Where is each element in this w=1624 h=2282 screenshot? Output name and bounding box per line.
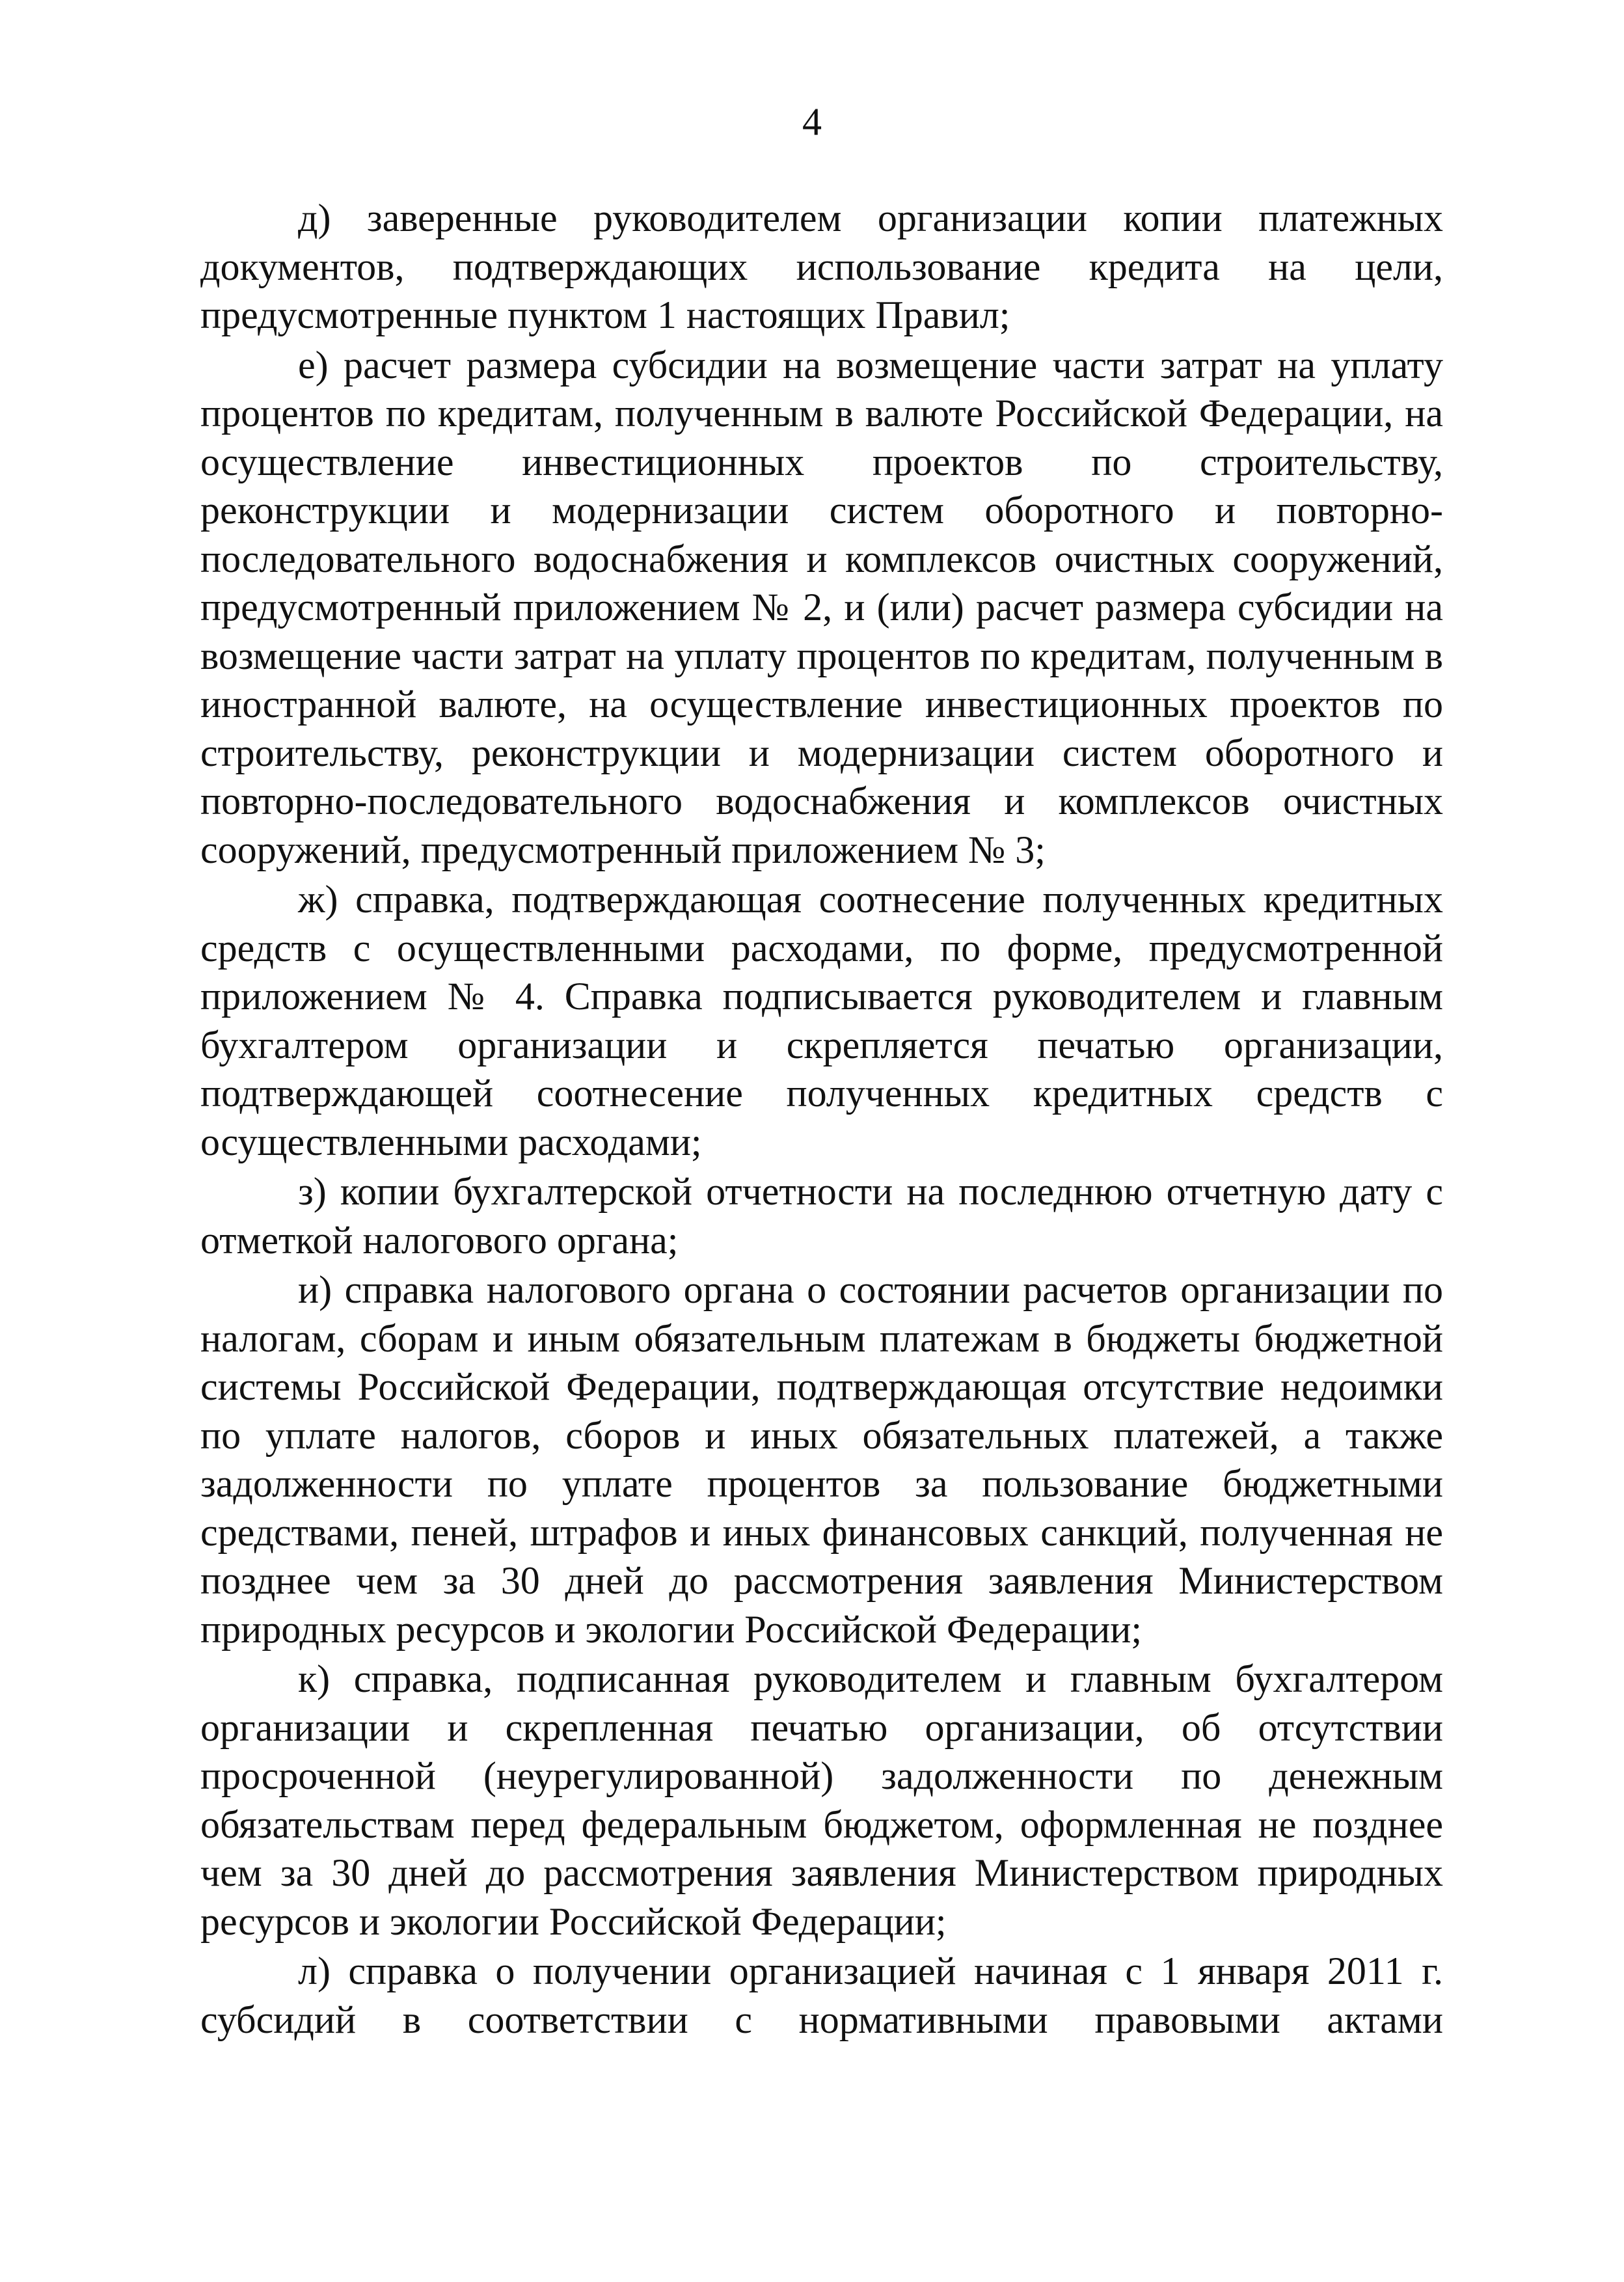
paragraph-l: л) справка о получении организацией начиная с 1 января 2011 г. субсидий в соответствии с нормативными правовыми актами (200, 1949, 1443, 2041)
paragraph-e: е) расчет размера субсидии на возмещение части затрат на уплату процентов по кредитам, полученным в валюте Российской Федерации, на осуществление инвестиционных проектов по строительству, реконструкции и модернизации систем оборотного и повторно-последовательного водоснабжения и комплексов очистных сооружений, предусмотренный приложением № 2, и (или) расчет размера субсидии на возмещение части затрат на уплату процентов по кредитам, полученным в иностранной валюте, на осуществление инвестиционных проектов по строительству, реконструкции и модернизации систем оборотного и повторно-последовательного водоснабжения и комплексов очистных сооружений, предусмотренный приложением № 3; (200, 343, 1443, 871)
paragraph-d: д) заверенные руководителем организации копии платежных документов, подтверждающих использование кредита на цели, предусмотренные пунктом 1 настоящих Правил; (200, 197, 1443, 336)
paragraph-i: и) справка налогового органа о состоянии расчетов организации по налогам, сборам и иным обязательным платежам в бюджеты бюджетной системы Российской Федерации, подтверждающая отсутствие недоимки по уплате налогов, сборов и иных обязательных платежей, а также задолженности по уплате процентов за пользование бюджетными средствами, пеней, штрафов и иных финансовых санкций, полученная не позднее чем за 30 дней до рассмотрения заявления Министерством природных ресурсов и экологии Российской Федерации; (200, 1268, 1443, 1651)
paragraph-zh: ж) справка, подтверждающая соотнесение полученных кредитных средств с осуществленными расходами, по форме, предусмотренной приложением № 4. Справка подписывается руководителем и главным бухгалтером организации и скрепляется печатью организации, подтверждающей соотнесение полученных кредитных средств с осуществленными расходами; (200, 878, 1443, 1163)
page-number: 4 (802, 100, 822, 143)
paragraph-z: з) копии бухгалтерской отчетности на последнюю отчетную дату с отметкой налогового органа; (200, 1170, 1443, 1262)
document-body (200, 194, 1443, 2045)
paragraph-k: к) справка, подписанная руководителем и главным бухгалтером организации и скрепленная печатью организации, об отсутствии просроченной (неурегулированной) задолженности по денежным обязательствам перед федеральным бюджетом, оформленная не позднее чем за 30 дней до рассмотрения заявления Министерством природных ресурсов и экологии Российской Федерации; (200, 1657, 1443, 1943)
